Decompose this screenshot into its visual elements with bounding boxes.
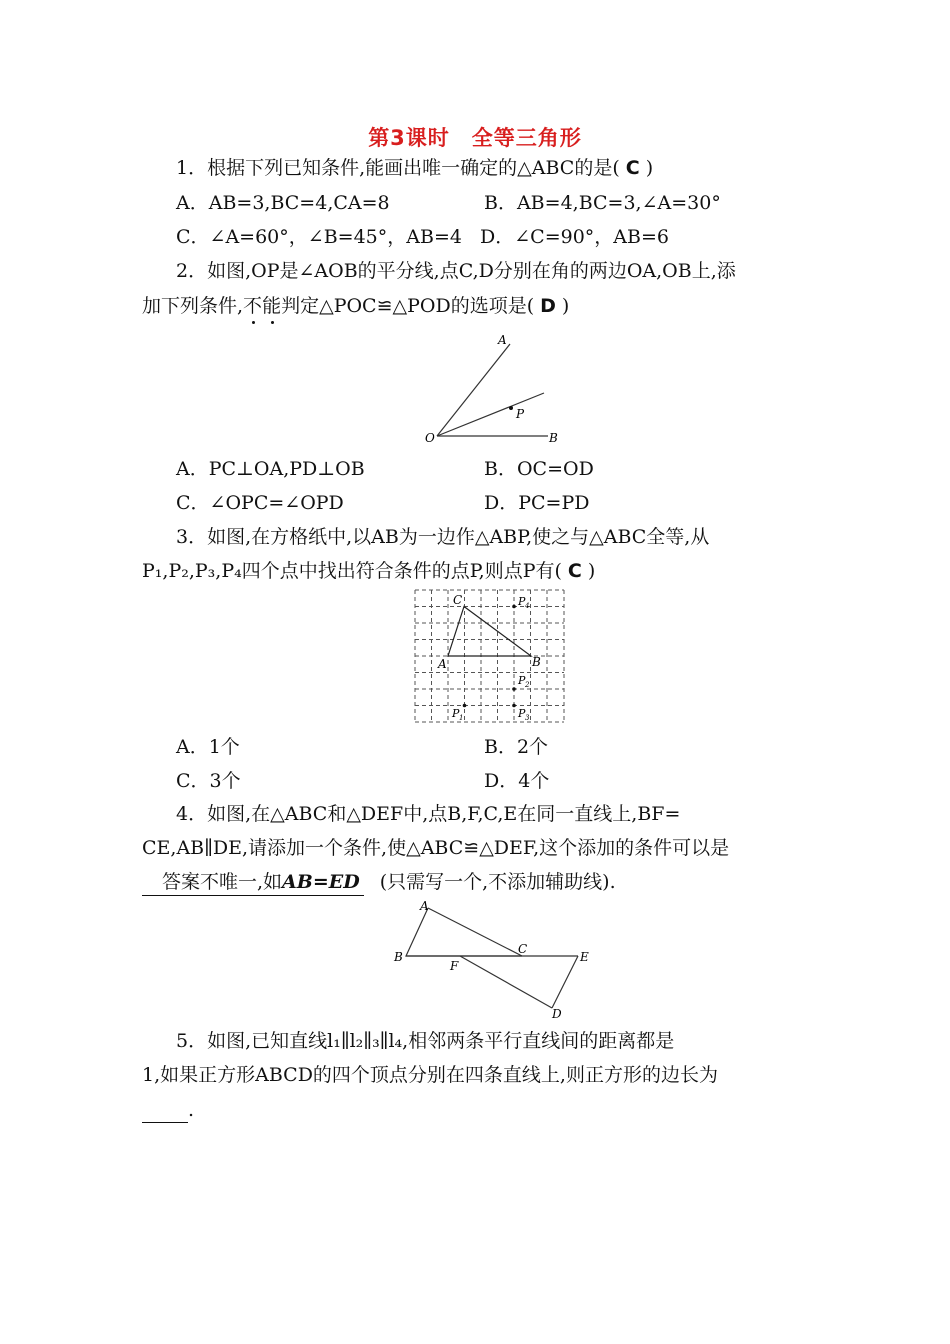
q4-line1: 4．如图,在△ABC和△DEF中,点B,F,C,E在同一直线上,BF= bbox=[176, 803, 681, 825]
q5-line3-post: . bbox=[188, 1099, 195, 1121]
label-e: E bbox=[580, 950, 589, 964]
q2-emphasis-1 bbox=[243, 295, 262, 317]
label-p3-sub: 3 bbox=[525, 714, 530, 722]
q5-answer-blank bbox=[142, 1104, 188, 1123]
q2-emphasis-2 bbox=[262, 295, 281, 317]
q3-close: ) bbox=[587, 560, 596, 582]
label-c: C bbox=[518, 942, 528, 956]
label-p4: P bbox=[518, 595, 526, 608]
q1-stem-text: 1．根据下列已知条件,能画出唯一确定的△ABC的是( bbox=[176, 157, 620, 179]
q2-line1: 2．如图,OP是∠AOB的平分线,点C,D分别在角的两边OA,OB上,添 bbox=[176, 260, 736, 282]
label-c: C bbox=[453, 593, 463, 607]
q2-close: ) bbox=[561, 295, 570, 317]
label-a: A bbox=[498, 333, 507, 347]
ray-oa bbox=[437, 344, 510, 436]
q2-option-b: B．OC=OD bbox=[484, 458, 594, 480]
point-p4 bbox=[512, 605, 516, 609]
q2-option-d: D．PC=PD bbox=[484, 492, 590, 514]
q3-option-d: D．4个 bbox=[484, 770, 550, 792]
point-p3 bbox=[512, 704, 516, 708]
side-ac bbox=[428, 908, 522, 956]
ray-op bbox=[437, 393, 544, 436]
triangle-abc bbox=[448, 607, 531, 657]
point-p1 bbox=[463, 704, 467, 708]
q2-option-a: A．PC⊥OA,PD⊥OB bbox=[176, 458, 365, 480]
label-p3: P bbox=[518, 707, 526, 720]
q3-line2 bbox=[142, 558, 595, 584]
q2-emph-text-2: 能 bbox=[262, 295, 282, 317]
q4-line3 bbox=[142, 869, 616, 896]
q3-option-a: A．1个 bbox=[176, 736, 240, 758]
q1-option-d: D．∠C=90°，AB=6 bbox=[480, 226, 669, 248]
label-a: A bbox=[438, 657, 447, 671]
q3-option-b: B．2个 bbox=[484, 736, 549, 758]
q1-close: ) bbox=[645, 157, 654, 179]
point-p bbox=[509, 406, 513, 410]
label-b: B bbox=[394, 950, 403, 964]
label-o: O bbox=[425, 431, 435, 445]
label-a: A bbox=[420, 899, 429, 913]
q4-line2: CE,AB∥DE,请添加一个条件,使△ABC≌△DEF,这个添加的条件可以是 bbox=[142, 837, 730, 859]
label-p1: P bbox=[452, 707, 460, 720]
q2-option-c: C．∠OPC=∠OPD bbox=[176, 492, 344, 514]
side-ed bbox=[552, 956, 578, 1008]
q5-line1: 5．如图,已知直线l₁∥l₂∥₃∥l₄,相邻两条平行直线间的距离都是 bbox=[176, 1030, 675, 1052]
q4-answer-blank bbox=[142, 869, 364, 896]
q5-line3 bbox=[142, 1097, 194, 1123]
q1-option-c: C．∠A=60°，∠B=45°，AB=4 bbox=[176, 226, 462, 248]
q3-grid-figure bbox=[414, 588, 570, 726]
label-b: B bbox=[532, 655, 541, 669]
side-fd bbox=[460, 956, 552, 1008]
q1-answer: C bbox=[625, 157, 640, 179]
q3-answer: C bbox=[567, 560, 582, 582]
q1-option-a: A．AB=3,BC=4,CA=8 bbox=[176, 192, 390, 214]
q2-line2-post: 判定△POC≌△POD的选项是( bbox=[281, 295, 535, 317]
label-b: B bbox=[549, 431, 558, 445]
page-title: 第3课时 全等三角形 bbox=[368, 126, 582, 150]
q5-line2: 1,如果正方形ABCD的四个顶点分别在四条直线上,则正方形的边长为 bbox=[142, 1064, 718, 1086]
q4-triangles-figure bbox=[390, 898, 600, 1020]
label-p2-sub: 2 bbox=[525, 681, 530, 689]
label-p1-sub: 1 bbox=[459, 714, 464, 722]
point-p2 bbox=[512, 687, 516, 691]
q2-emph-text-1: 不 bbox=[243, 295, 263, 317]
q4-answer-pre: 答案不唯一,如 bbox=[162, 871, 283, 893]
triangle-abc-sides bbox=[406, 908, 522, 956]
label-d: D bbox=[552, 1007, 562, 1020]
q2-line2 bbox=[142, 293, 569, 319]
q1-stem bbox=[176, 155, 653, 181]
q4-line3-post: (只需写一个,不添加辅助线). bbox=[379, 871, 616, 893]
q3-line2-text: P₁,P₂,P₃,P₄四个点中找出符合条件的点P,则点P有( bbox=[142, 560, 562, 582]
label-p: P bbox=[516, 407, 525, 421]
label-p4-sub: 4 bbox=[525, 602, 530, 610]
q3-line1: 3．如图,在方格纸中,以AB为一边作△ABP,使之与△ABC全等,从 bbox=[176, 526, 710, 548]
label-f: F bbox=[450, 959, 459, 973]
label-p2: P bbox=[518, 674, 526, 687]
q2-answer: D bbox=[540, 295, 556, 317]
q3-option-c: C．3个 bbox=[176, 770, 241, 792]
q2-angle-figure bbox=[420, 332, 570, 447]
q4-answer-em: AB=ED bbox=[282, 871, 360, 893]
q2-line2-pre: 加下列条件, bbox=[142, 295, 244, 317]
q1-option-b: B．AB=4,BC=3,∠A=30° bbox=[484, 192, 721, 214]
